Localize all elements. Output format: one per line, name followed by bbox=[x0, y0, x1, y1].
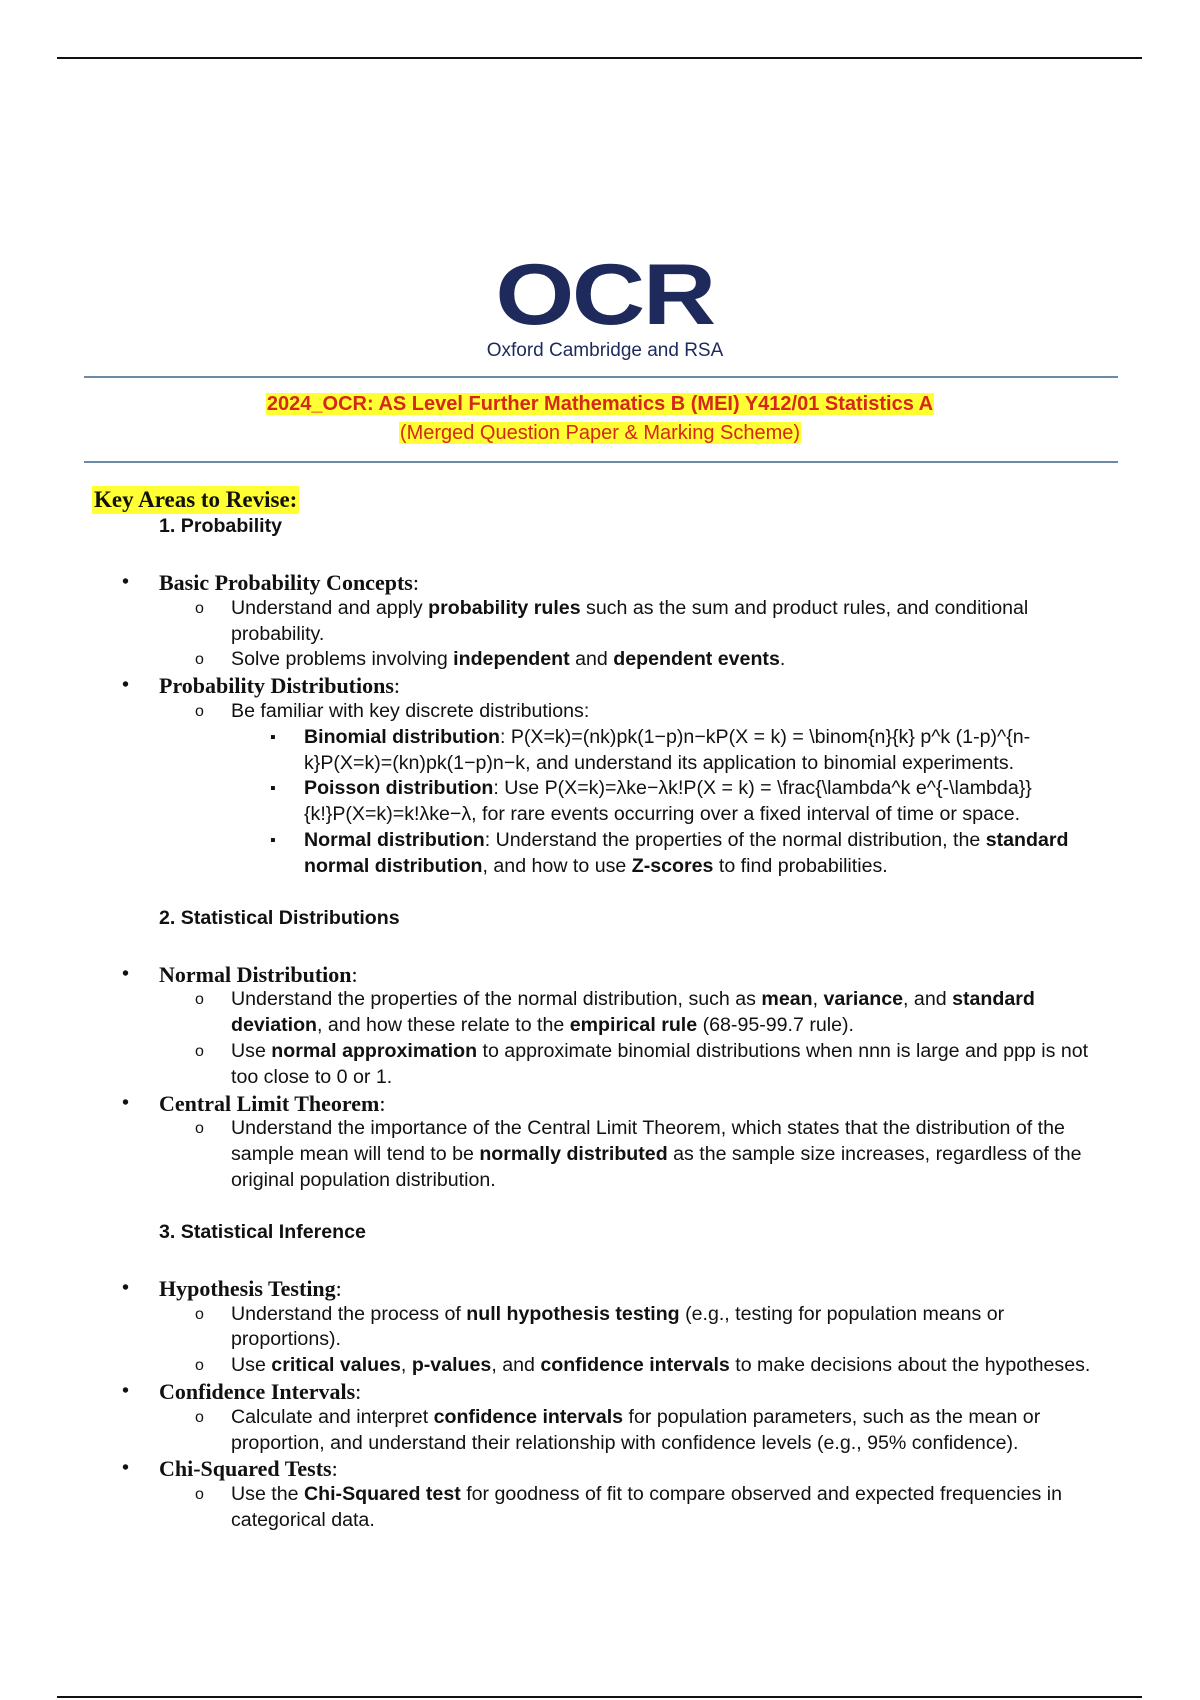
section-heading: 3. Statistical Inference bbox=[159, 1220, 366, 1243]
topic-title: Central Limit Theorem bbox=[159, 1090, 380, 1116]
circle-bullet-icon: o bbox=[195, 1120, 204, 1138]
sub-list-item bbox=[0, 725, 1200, 777]
text: Use bbox=[231, 1039, 272, 1062]
topic-bullet bbox=[0, 1276, 1200, 1302]
bullet-icon: • bbox=[122, 1091, 130, 1114]
topic-bullet bbox=[0, 673, 1200, 699]
colon: : bbox=[393, 673, 401, 699]
bullet-icon: • bbox=[122, 571, 130, 593]
text: . bbox=[779, 648, 786, 671]
bullet-icon: • bbox=[122, 1276, 130, 1299]
text: to approximate binomial distributions when nnn is large and ppp is not too close to 0 or 1. bbox=[231, 1039, 1089, 1088]
bold-text: Chi-Squared test bbox=[303, 1483, 461, 1506]
text: : P(X=k)=(nk)pk(1−p)n−kP(X = k) = \binom{n}{k} p^k (1-p)^{n-k}P(X=k)=(kn)pk(1−p)n−k, and understand its application to binomial experiments. bbox=[304, 725, 1031, 774]
bullet-icon: • bbox=[122, 674, 130, 697]
text: Use the bbox=[231, 1483, 304, 1506]
logo-mark: OCR bbox=[495, 247, 715, 343]
key-areas-heading: Key Areas to Revise: bbox=[94, 487, 298, 512]
bold-text: mean bbox=[761, 988, 813, 1011]
text: Use bbox=[231, 1354, 272, 1377]
circle-bullet-icon: o bbox=[195, 1305, 204, 1323]
text: Understand the importance of the Central Limit Theorem, which states that the distribution of the sample mean will tend to be bbox=[231, 1117, 1065, 1166]
text: : Use P(X=k)=λke−λk!P(X = k) = \frac{\lambda^k e^{-\lambda}}{k!}P(X=k)=k!λke−λ, for rare events occurring over a fixed interval of time or space. bbox=[304, 777, 1032, 826]
list-item bbox=[0, 647, 1200, 673]
text: , and bbox=[491, 1354, 541, 1377]
colon: : bbox=[351, 961, 358, 987]
colon: : bbox=[379, 1090, 386, 1116]
text: to make decisions about the hypotheses. bbox=[729, 1354, 1091, 1377]
topic-bullet bbox=[0, 570, 1200, 596]
circle-bullet-icon: o bbox=[195, 1408, 204, 1426]
text: , and bbox=[903, 988, 953, 1011]
bold-text: standard normal distribution bbox=[304, 828, 1069, 877]
title-line-2: (Merged Question Paper & Marking Scheme) bbox=[399, 422, 801, 444]
top-rule bbox=[57, 57, 1142, 59]
list-item bbox=[0, 1302, 1200, 1354]
document-title bbox=[0, 390, 1200, 448]
circle-bullet-icon: o bbox=[195, 599, 204, 617]
logo-tagline: Oxford Cambridge and RSA bbox=[486, 340, 724, 361]
text: and bbox=[569, 648, 614, 671]
bold-text: Poisson distribution bbox=[304, 777, 494, 800]
bold-text: Binomial distribution bbox=[304, 725, 500, 748]
bold-text: critical values bbox=[271, 1354, 401, 1377]
circle-bullet-icon: o bbox=[195, 991, 204, 1009]
section-heading: 1. Probability bbox=[159, 515, 283, 537]
text: (e.g., testing for population means or proportions). bbox=[231, 1302, 1005, 1351]
text: Understand and apply bbox=[231, 596, 429, 619]
bottom-rule bbox=[57, 1696, 1142, 1698]
list-item bbox=[0, 987, 1200, 1039]
title-line-1: 2024_OCR: AS Level Further Mathematics B (MEI) Y412/01 Statistics A bbox=[266, 393, 934, 415]
text: , and how these relate to the bbox=[317, 1014, 570, 1037]
topic-title: Chi-Squared Tests bbox=[159, 1456, 332, 1482]
bold-text: probability rules bbox=[428, 596, 581, 619]
revision-list bbox=[0, 514, 1200, 1534]
topic-bullet bbox=[0, 1379, 1200, 1405]
list-item bbox=[0, 699, 1200, 725]
colon: : bbox=[412, 570, 419, 595]
sub-list-item bbox=[0, 776, 1200, 828]
topic-bullet bbox=[0, 1456, 1200, 1482]
title-rule-top bbox=[84, 376, 1118, 378]
text: , bbox=[812, 988, 824, 1011]
circle-bullet-icon: o bbox=[195, 1357, 204, 1375]
bold-text: independent bbox=[453, 648, 570, 671]
colon: : bbox=[355, 1378, 362, 1404]
text: Calculate and interpret bbox=[231, 1405, 434, 1428]
bullet-icon: • bbox=[122, 1457, 130, 1480]
topic-title: Probability Distributions bbox=[159, 673, 394, 699]
topic-title: Normal Distribution bbox=[159, 961, 352, 987]
circle-bullet-icon: o bbox=[195, 702, 204, 720]
list-item bbox=[0, 1116, 1200, 1193]
section-heading: 2. Statistical Distributions bbox=[159, 906, 400, 929]
bold-text: standard deviation bbox=[231, 988, 1035, 1037]
title-rule-bottom bbox=[84, 461, 1118, 463]
circle-bullet-icon: o bbox=[195, 1486, 204, 1504]
circle-bullet-icon: o bbox=[195, 651, 204, 669]
topic-title: Hypothesis Testing bbox=[159, 1275, 336, 1301]
text: for population parameters, such as the mean or proportion, and understand their relationship with confidence levels (e.g., 95% confidence). bbox=[231, 1405, 1041, 1454]
bold-text: normal approximation bbox=[271, 1039, 478, 1062]
bold-text: dependent events bbox=[613, 648, 780, 671]
bullet-icon: • bbox=[122, 1379, 130, 1402]
topic-title: Confidence Intervals bbox=[159, 1378, 356, 1404]
list-item bbox=[0, 1482, 1200, 1534]
text: : Understand the properties of the normal distribution, the bbox=[484, 828, 986, 851]
bold-text: confidence intervals bbox=[433, 1405, 624, 1428]
bullet-icon: • bbox=[122, 962, 130, 985]
square-bullet-icon: ▪ bbox=[270, 728, 276, 746]
bold-text: empirical rule bbox=[569, 1014, 698, 1037]
topic-bullet bbox=[0, 962, 1200, 988]
text: , and how to use bbox=[482, 854, 632, 877]
text: Understand the process of bbox=[231, 1302, 467, 1325]
topic-title: Basic Probability Concepts bbox=[159, 570, 413, 595]
text: as the sample size increases, regardless of the original population distribution. bbox=[231, 1143, 1082, 1191]
bold-text: Z-scores bbox=[631, 854, 714, 877]
text: such as the sum and product rules, and conditional probability. bbox=[231, 596, 1029, 645]
list-item bbox=[0, 596, 1200, 648]
topic-bullet bbox=[0, 1091, 1200, 1117]
bold-text: confidence intervals bbox=[540, 1354, 730, 1377]
bold-text: normally distributed bbox=[479, 1143, 668, 1166]
text: Solve problems involving bbox=[231, 648, 454, 671]
bold-text: null hypothesis testing bbox=[466, 1302, 680, 1325]
circle-bullet-icon: o bbox=[195, 1042, 204, 1060]
bold-text: p-values bbox=[411, 1354, 492, 1377]
text: to find probabilities. bbox=[713, 854, 888, 877]
text: (68-95-99.7 rule). bbox=[697, 1014, 854, 1037]
text: Be familiar with key discrete distributions: bbox=[231, 699, 590, 722]
list-item bbox=[0, 1405, 1200, 1457]
text: Understand the properties of the normal distribution, such as bbox=[231, 988, 762, 1011]
square-bullet-icon: ▪ bbox=[270, 831, 276, 849]
sub-list-item bbox=[0, 828, 1200, 880]
bold-text: variance bbox=[823, 988, 904, 1011]
bold-text: Normal distribution bbox=[304, 828, 485, 851]
list-item bbox=[0, 1353, 1200, 1379]
square-bullet-icon: ▪ bbox=[270, 780, 276, 798]
text: , bbox=[400, 1354, 412, 1377]
colon: : bbox=[331, 1456, 338, 1482]
ocr-logo bbox=[455, 247, 755, 362]
list-item bbox=[0, 1039, 1200, 1091]
text: for goodness of fit to compare observed and expected frequencies in categorical data. bbox=[231, 1483, 1063, 1531]
colon: : bbox=[335, 1275, 342, 1301]
